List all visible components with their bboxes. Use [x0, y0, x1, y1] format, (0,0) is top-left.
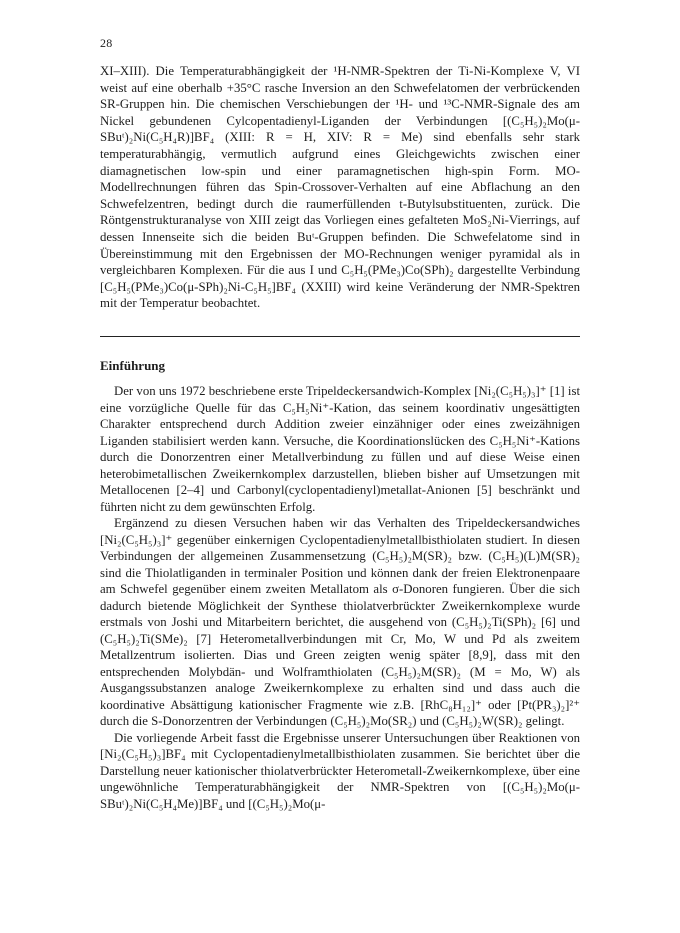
section-divider — [100, 336, 580, 337]
introduction-body — [100, 383, 580, 812]
paragraph: Ergänzend zu diesen Versuchen haben wir das Verhalten des Tripeldeckersandwiches [Ni₂(C₅H₅)₃]⁺ gegenüber einkernigen Cyclopentadienylmetallbisthiolaten studiert. In diesen Verbindungen der allgemeinen Zusammensetzung (C₅H₅)₂M(SR)₂ bzw. (C₅H₅)(L)M(SR)₂ sind die Thiolatliganden in terminaler Position und können dank der freien Elektronenpaare am Schwefel gegenüber einem zweiten Metallatom als σ-Donoren fungieren. Über die sich dadurch bietende Möglichkeit der Synthese thiolatverbrückter Zweikernkomplexe wurde erstmals von Joshi und Mitarbeitern berichtet, die ausgehend von (C₅H₅)₂Ti(SPh)₂ [6] und (C₅H₅)₂Ti(SMe)₂ [7] Heterometallverbindungen mit Cr, Mo, W und Pd als zweitem Metallzentrum isolierten. Dias und Green zeigten wenig später [8,9], dass mit den entsprechenden Molybdän- und Wolframthiolaten (C₅H₅)₂M(SR)₂ (M = Mo, W) als Ausgangssubstanzen analoge Zweikernkomplexe zu erhalten sind und dass auch die koordinative Absättigung kationischer Fragmente wie z.B. [RhC₈H₁₂]⁺ oder [Pt(PR₃)₂]²⁺ durch die S-Donorzentren der Verbindungen (C₅H₅)₂Mo(SR₂) und (C₅H₅)₂W(SR)₂ gelingt. — [100, 516, 580, 728]
page-number: 28 — [100, 36, 113, 50]
section-heading: Einführung — [100, 358, 166, 373]
paragraph: Der von uns 1972 beschriebene erste Tripeldeckersandwich-Komplex [Ni₂(C₅H₅)₃]⁺ [1] ist eine vorzügliche Quelle für das C₅H₅Ni⁺-Kation, das seinem koordinativ ungesättigten Charakter entsprechend durch Addition zweier einzähniger oder eines zweizähnigen Liganden stabilisiert werden kann. Versuche, die Koordinationslücken des C₅H₅Ni⁺-Kations durch die Donorzentren einer Metallverbindung zu füllen und auf diese Weise einen heterobimetallischen Zweikernkomplex darzustellen, blieben bisher auf Umsetzungen mit Metallocenen [2–4] und Carbonyl(cyclopentadienyl)metallat-Anionen [5] beschränkt und führten nicht zu dem gewünschten Erfolg. — [100, 384, 580, 514]
paragraph: Die vorliegende Arbeit fasst die Ergebnisse unserer Untersuchungen über Reaktionen von [Ni₂(C₅H₅)₃]BF₄ mit Cyclopentadienylmetallbisthiolaten zusammen. Sie berichtet über die Darstellung neuer kationischer thiolatverbrückter Heterometall-Zweikernkomplexe, über eine ungewöhnliche Temperaturabhängigkeit der NMR-Spektren von [(C₅H₅)₂Mo(μ-SBuᵗ)₂Ni(C₅H₄Me)]BF₄ und [(C₅H₅)₂Mo(μ- — [100, 730, 580, 811]
abstract-continuation: XI–XIII). Die Temperaturabhängigkeit der ¹H-NMR-Spektren der Ti-Ni-Komplexe V, VI weist auf eine oberhalb +35°C rasche Inversion an den Schwefelatomen der verbrückenden SR-Gruppen hin. Die chemischen Verschiebungen der ¹H- und ¹³C-NMR-Signale des am Nickel gebundenen Cylcopentadienyl-Liganden der Verbindungen [(C₅H₅)₂Mo(μ-SBuᵗ)₂Ni(C₅H₄R)]BF₄ (XIII: R = H, XIV: R = Me) sind ebenfalls sehr stark temperaturabhängig, vermutlich aufgrund eines Gleichgewichts zwischen einer diamagnetischen low-spin und einer paramagnetischen high-spin Form. MO-Modellrechnungen führen das Spin-Crossover-Verhalten auf eine Abflachung an den Schwefelzentren, bedingt durch die raumerfüllenden t-Butylsubstituenten, zurück. Die Röntgenstrukturanalyse von XIII zeigt das Vorliegen eines gefalteten MoS₂Ni-Vierrings, auf dessen Innenseite sich die beiden Buᵗ-Gruppen befinden. Die Schwefelatome sind in Übereinstimmung mit den Ergebnissen der MO-Rechnungen weniger pyramidal als in vergleichbaren Komplexen. Für die aus I und C₅H₅(PMe₃)Co(SPh)₂ dargestellte Verbindung [C₅H₅(PMe₃)Co(μ-SPh)₂Ni-C₅H₅]BF₄ (XXIII) wird keine Veränderung der NMR-Spektren mit der Temperatur beobachtet. — [100, 64, 580, 311]
